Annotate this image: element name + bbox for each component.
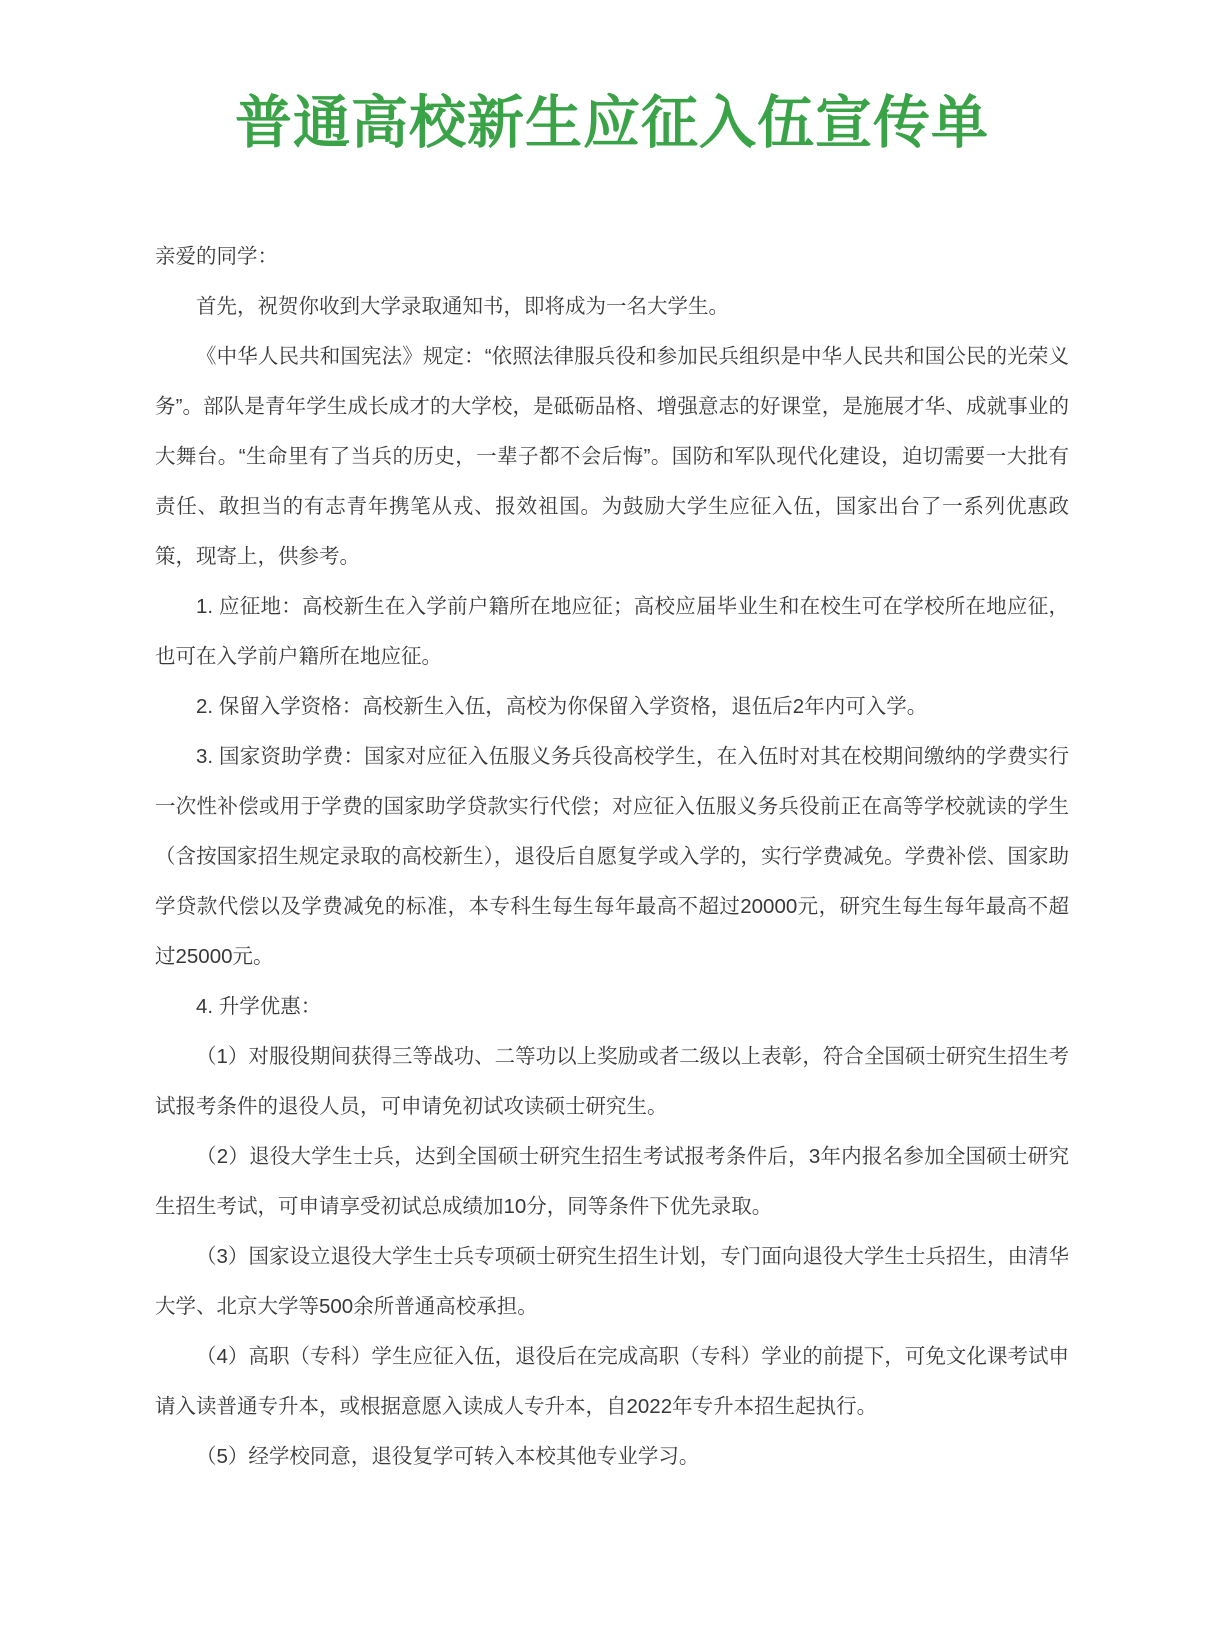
policy-item-4-sub-4: （4）高职（专科）学生应征入伍，退役后在完成高职（专科）学业的前提下，可免文化课考试申请入读普通专升本，或根据意愿入读成人专升本，自2022年专升本招生起执行。 xyxy=(155,1345,1069,1418)
intro-paragraph: 首先，祝贺你收到大学录取通知书，即将成为一名大学生。 xyxy=(196,295,729,318)
policy-item-4-sub-3: （3）国家设立退役大学生士兵专项硕士研究生招生计划，专门面向退役大学生士兵招生，由清华大学、北京大学等500余所普通高校承担。 xyxy=(155,1245,1069,1318)
policy-item-4-sub-5: （5）经学校同意，退役复学可转入本校其他专业学习。 xyxy=(196,1445,700,1468)
document-body xyxy=(155,232,1069,1482)
policy-item-4-sub-1: （1）对服役期间获得三等战功、二等功以上奖励或者二级以上表彰，符合全国硕士研究生招生考试报考条件的退役人员，可申请免初试攻读硕士研究生。 xyxy=(155,1045,1069,1118)
salutation: 亲爱的同学： xyxy=(155,245,278,268)
policy-item-3-tuition-subsidy: 3. 国家资助学费：国家对应征入伍服义务兵役高校学生，在入伍时对其在校期间缴纳的学费实行一次性补偿或用于学费的国家助学贷款实行代偿；对应征入伍服义务兵役前正在高等学校就读的学生（含按国家招生规定录取的高校新生），退役后自愿复学或入学的，实行学费减免。学费补偿、国家助学贷款代偿以及学费减免的标准，本专科生每生每年最高不超过20000元，研究生每生每年最高不超过25000元。 xyxy=(155,745,1069,968)
policy-item-4-further-education: 4. 升学优惠： xyxy=(196,995,322,1018)
policy-item-4-sub-2: （2）退役大学生士兵，达到全国硕士研究生招生考试报考条件后，3年内报名参加全国硕士研究生招生考试，可申请享受初试总成绩加10分，同等条件下优先录取。 xyxy=(155,1145,1069,1218)
policy-item-2-admission-retention: 2. 保留入学资格：高校新生入伍，高校为你保留入学资格，退伍后2年内可入学。 xyxy=(196,695,928,718)
constitution-paragraph: 《中华人民共和国宪法》规定：“依照法律服兵役和参加民兵组织是中华人民共和国公民的光荣义务”。部队是青年学生成长成才的大学校，是砥砺品格、增强意志的好课堂，是施展才华、成就事业的大舞台。“生命里有了当兵的历史，一辈子都不会后悔”。国防和军队现代化建设，迫切需要一大批有责任、敢担当的有志青年携笔从戎、报效祖国。为鼓励大学生应征入伍，国家出台了一系列优惠政策，现寄上，供参考。 xyxy=(155,345,1069,568)
page-title: 普通高校新生应征入伍宣传单 xyxy=(235,92,989,155)
policy-item-1-enlistment-location: 1. 应征地：高校新生在入学前户籍所在地应征；高校应届毕业生和在校生可在学校所在地应征，也可在入学前户籍所在地应征。 xyxy=(155,595,1069,668)
